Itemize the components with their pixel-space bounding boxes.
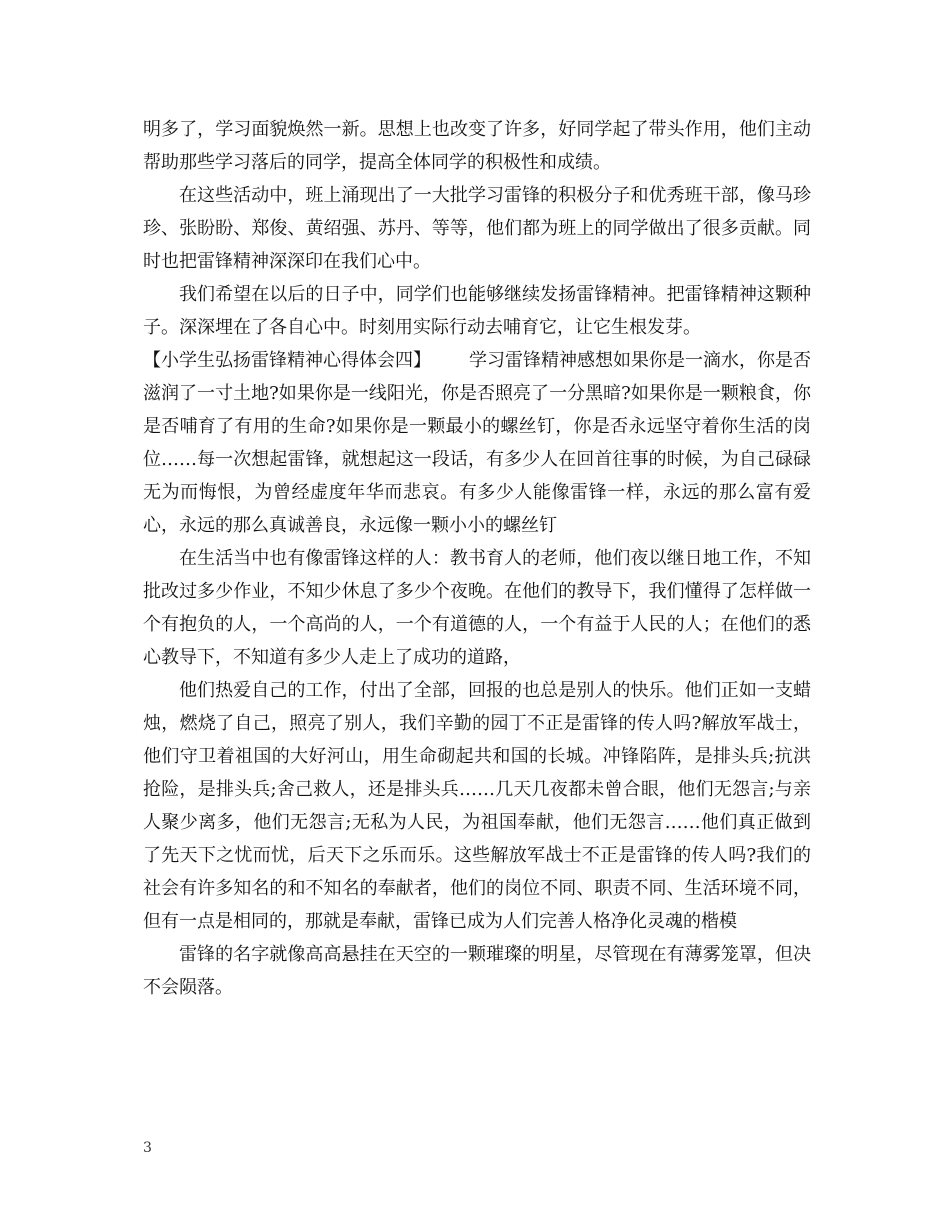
section-heading: 【小学生弘扬雷锋精神心得体会四】 [143,350,431,371]
paragraph-continued: 明多了，学习面貌焕然一新。思想上也改变了许多，好同学起了带头作用，他们主动帮助那些学习落后的同学，提高全体同学的积极性和成绩。 [143,119,811,173]
paragraph: 在这些活动中，班上涌现出了一大批学习雷锋的积极分子和优秀班干部，像马珍珍、张盼盼、郑俊、黄绍强、苏丹、等等，他们都为班上的同学做出了很多贡献。同时也把雷锋精神深深印在我们心中。 [143,185,811,272]
section-first-paragraph: 学习雷锋精神感想如果你是一滴水，你是否滋润了一寸土地?如果你是一线阳光，你是否照亮了一分黑暗?如果你是一颗粮食，你是否哺育了有用的生命?如果你是一颗最小的螺丝钉，你是否永远坚守着你生活的岗位……每一次想起雷锋，就想起这一段话，有多少人在回首往事的时候，为自己碌碌无为而悔恨，为曾经虚度年华而悲哀。有多少人能像雷锋一样，永远的那么富有爱心，永远的那么真诚善良，永远像一颗小小的螺丝钉 [143,350,811,536]
section-paragraph [143,344,811,542]
paragraph: 雷锋的名字就像高高悬挂在天空的一颗璀璨的明星，尽管现在有薄雾笼罩，但决不会陨落。 [143,944,811,998]
document-body [143,113,811,1004]
paragraph: 在生活当中也有像雷锋这样的人：教书育人的老师，他们夜以继日地工作，不知批改过多少作业，不知少休息了多少个夜晚。在他们的教导下，我们懂得了怎样做一个有抱负的人，一个高尚的人，一个有道德的人，一个有益于人民的人；在他们的悉心教导下，不知道有多少人走上了成功的道路， [143,548,811,668]
paragraph: 他们热爱自己的工作，付出了全部，回报的也总是别人的快乐。他们正如一支蜡烛，燃烧了自己，照亮了别人，我们辛勤的园丁不正是雷锋的传人吗?解放军战士，他们守卫着祖国的大好河山，用生命砌起共和国的长城。冲锋陷阵，是排头兵;抗洪抢险，是排头兵;舍己救人，还是排头兵……几天几夜都未曾合眼，他们无怨言;与亲人聚少离多，他们无怨言;无私为人民，为祖国奉献，他们无怨言……他们真正做到了先天下之忧而忧，后天下之乐而乐。这些解放军战士不正是雷锋的传人吗?我们的社会有许多知名的和不知名的奉献者，他们的岗位不同、职责不同、生活环境不同，但有一点是相同的，那就是奉献，雷锋已成为人们完善人格净化灵魂的楷模 [143,680,811,932]
page-number: 3 [143,1140,152,1156]
paragraph: 我们希望在以后的日子中，同学们也能够继续发扬雷锋精神。把雷锋精神这颗种子。深深埋在了各自心中。时刻用实际行动去哺育它，让它生根发芽。 [143,284,811,338]
